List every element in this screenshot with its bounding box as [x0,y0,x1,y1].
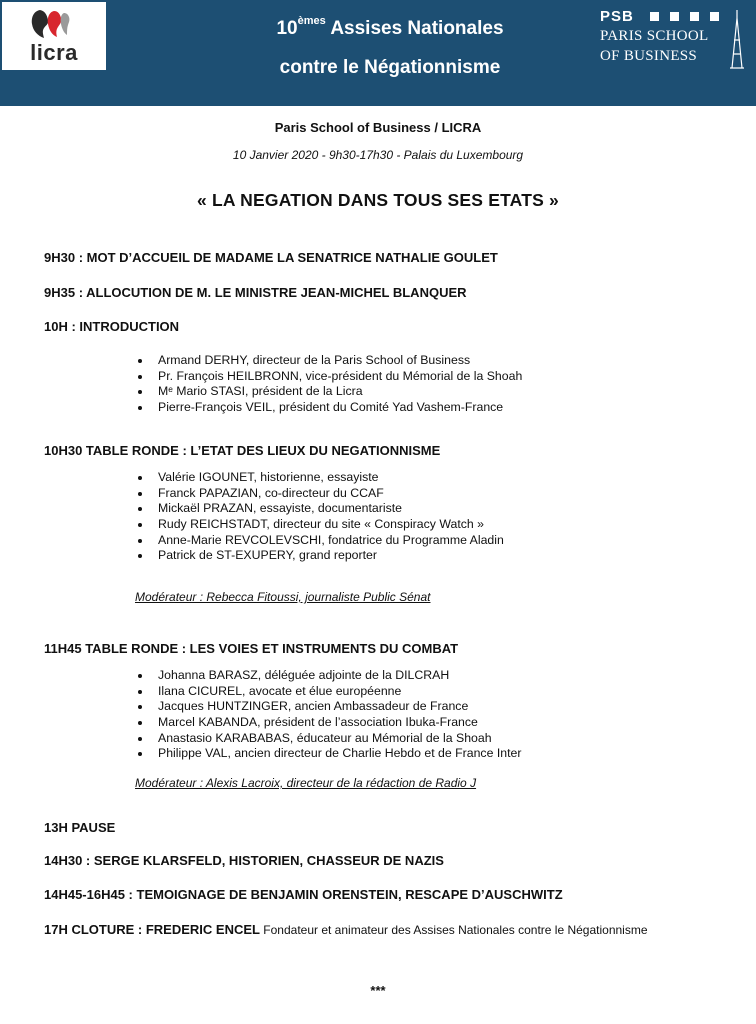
closing-note: Fondateur et animateur des Assises Nationales contre le Négationnisme [259,923,648,937]
event-title-line1 [215,15,565,40]
title-ordinal-suffix: èmes [297,15,326,27]
bullet-icon [138,539,142,543]
licra-logo [2,2,106,70]
program-item-round-table-2: 11H45 TABLE RONDE : LES VOIES ET INSTRUMENTS DU COMBAT [44,641,459,656]
program-item-introduction: 10H : INTRODUCTION [44,319,180,334]
psb-square-4 [710,12,719,21]
psb-logo [600,8,750,70]
event-title-line2: contre le Négationnisme [279,57,501,78]
list-item: Armand DERHY, directeur de la Paris School of Business [138,353,522,369]
eiffel-tower-icon [728,10,746,70]
organizers: Paris School of Business / LICRA [274,120,482,135]
closing-label: 17H CLOTURE : FREDERIC ENCEL [44,922,260,937]
list-item: Mᵉ Mario STASI, président de la Licra [138,384,522,400]
round-table-1-moderator: Modérateur : Rebecca Fitoussi, journaliste Public Sénat [135,590,431,604]
psb-name-line2: OF BUSINESS [600,48,698,64]
list-item: Jacques HUNTZINGER, ancien Ambassadeur de France [138,699,521,715]
bullet-icon [138,554,142,558]
psb-square-1 [650,12,659,21]
list-item: Pr. François HEILBRONN, vice-président du Mémorial de la Shoah [138,369,522,385]
list-item: Philippe VAL, ancien directeur de Charlie Hebdo et de France Inter [138,746,521,762]
header-band [0,0,756,106]
program-item-klarsfeld: 14H30 : SERGE KLARSFELD, HISTORIEN, CHASSEUR DE NAZIS [44,853,444,868]
licra-profiles-icon [30,8,78,42]
program-item-testimony: 14H45-16H45 : TEMOIGNAGE DE BENJAMIN ORENSTEIN, RESCAPE D’AUSCHWITZ [44,887,563,902]
event-date-location: 10 Janvier 2020 - 9h30-17h30 - Palais du Luxembourg [232,148,524,162]
list-item: Mickaël PRAZAN, essayiste, documentariste [138,501,504,517]
program-title: « LA NEGATION DANS TOUS SES ETATS » [197,190,559,210]
bullet-icon [138,705,142,709]
list-item: Marcel KABANDA, président de l’association Ibuka-France [138,715,521,731]
list-item: Anne-Marie REVCOLEVSCHI, fondatrice du Programme Aladin [138,533,504,549]
program-item-welcome: 9H30 : MOT D’ACCUEIL DE MADAME LA SENATRICE NATHALIE GOULET [44,250,498,265]
list-item: Ilana CICUREL, avocate et élue européenne [138,684,521,700]
bullet-icon [138,359,142,363]
round-table-1-speakers-list [138,470,504,564]
end-mark: *** [370,983,386,998]
program-item-round-table-1: 10H30 TABLE RONDE : L’ETAT DES LIEUX DU NEGATIONNISME [44,443,441,458]
psb-square-2 [670,12,679,21]
bullet-icon [138,752,142,756]
list-item: Patrick de ST-EXUPERY, grand reporter [138,548,504,564]
bullet-icon [138,375,142,379]
title-number: 10 [276,18,298,39]
bullet-icon [138,721,142,725]
list-item: Anastasio KARABABAS, éducateur au Mémorial de la Shoah [138,731,521,747]
list-item: Johanna BARASZ, déléguée adjointe de la DILCRAH [138,668,521,684]
bullet-icon [138,492,142,496]
bullet-icon [138,523,142,527]
licra-wordmark: licra [30,40,78,65]
bullet-icon [138,507,142,511]
bullet-icon [138,476,142,480]
bullet-icon [138,690,142,694]
introduction-speakers-list [138,353,522,416]
round-table-2-speakers-list [138,668,521,762]
psb-abbr: PSB [600,8,634,25]
round-table-2-moderator: Modérateur : Alexis Lacroix, directeur de la rédaction de Radio J [135,776,477,790]
psb-square-3 [690,12,699,21]
list-item: Rudy REICHSTADT, directeur du site « Conspiracy Watch » [138,517,504,533]
title-line1-text: Assises Nationales [325,18,504,39]
bullet-icon [138,406,142,410]
psb-name-line1: PARIS SCHOOL [600,28,709,44]
bullet-icon [138,674,142,678]
program-item-pause: 13H PAUSE [44,820,116,835]
list-item: Valérie IGOUNET, historienne, essayiste [138,470,504,486]
list-item: Franck PAPAZIAN, co-directeur du CCAF [138,486,504,502]
bullet-icon [138,737,142,741]
program-item-closing [44,922,648,937]
list-item: Pierre-François VEIL, président du Comité Yad Vashem-France [138,400,522,416]
bullet-icon [138,390,142,394]
program-item-address: 9H35 : ALLOCUTION DE M. LE MINISTRE JEAN-MICHEL BLANQUER [44,285,467,300]
